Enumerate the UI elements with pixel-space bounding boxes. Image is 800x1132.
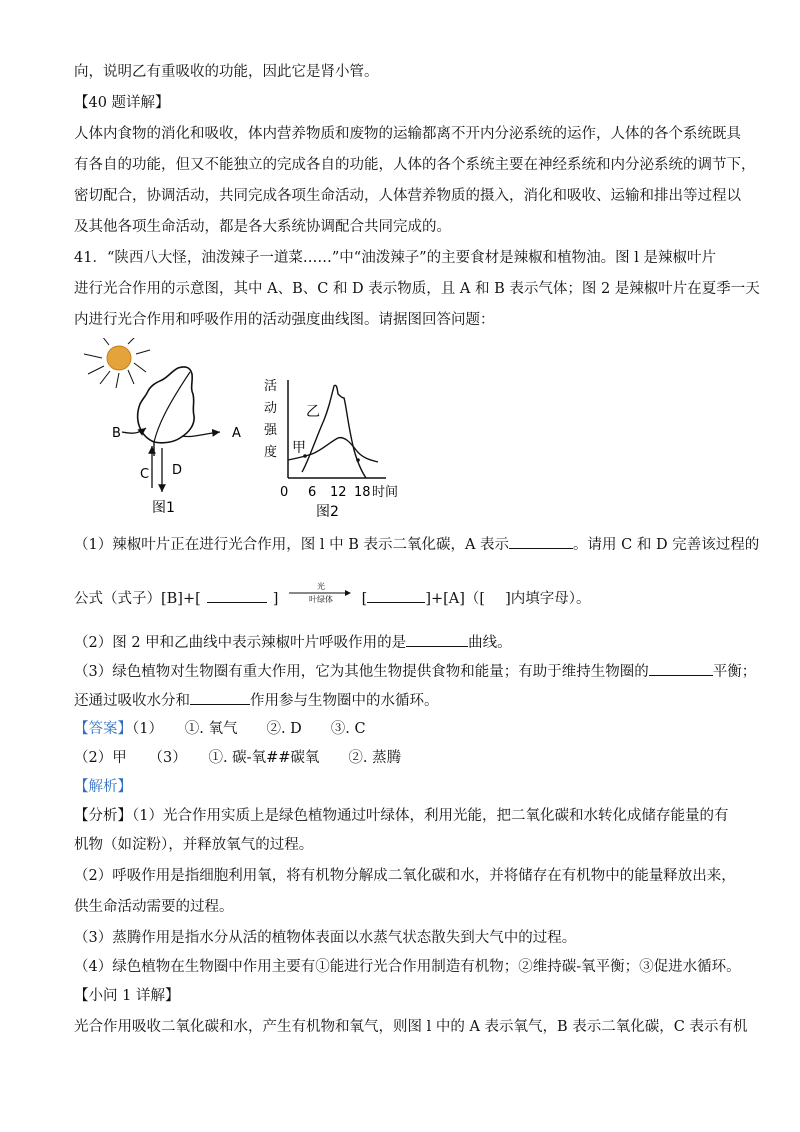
- analysis-line: （2）呼吸作用是指细胞利用氧，将有机物分解成二氧化碳和水，并将储存在有机物中的能量释放出来，: [74, 868, 736, 884]
- question-2-text: （2）图 2 甲和乙曲线中表示辣椒叶片呼吸作用的是: [74, 635, 407, 651]
- answer-blank: [207, 588, 267, 603]
- question-3-text-4: 作用参与生物圈中的水循环。: [250, 693, 439, 709]
- y-label-char: 强: [264, 423, 278, 438]
- figure-2-caption: 图2: [316, 504, 339, 520]
- text-line: 密切配合，协调活动，共同完成各项生命活动，人体营养物质的摄入，消化和吸收、运输和排出等过程以: [74, 188, 741, 204]
- answer-blank: [649, 661, 713, 676]
- x-tick-label: 12: [330, 485, 347, 500]
- question-2: [74, 632, 512, 653]
- answer-tag: 【答案】: [74, 721, 132, 737]
- answer-blank: [509, 534, 573, 549]
- formula-tail: ]内填字母）。: [505, 591, 591, 607]
- formula-lead: 公式（式子）[B]+[: [74, 591, 201, 607]
- answer-row-2: （2）甲 （3） ①. 碳-氧##碳氧 ②. 蒸腾: [74, 750, 402, 766]
- figure-1-caption: 图1: [152, 500, 175, 516]
- formula-product-open: [: [361, 591, 368, 607]
- analysis-line: （3）蒸腾作用是指水分从活的植物体表面以水蒸气状态散失到大气中的过程。: [74, 930, 577, 946]
- question-1-text-2: 。请用 C 和 D 完善该过程的: [573, 537, 760, 553]
- curve-label-jia: 甲: [292, 440, 306, 456]
- analysis-line: （4）绿色植物在生物圈中作用主要有①能进行光合作用制造有机物；②维持碳-氧平衡；③促进水循环。: [74, 959, 741, 975]
- y-label-char: 动: [264, 401, 278, 416]
- arrow-condition-bottom: 叶绿体: [309, 595, 334, 604]
- analysis-line: 供生命活动需要的过程。: [74, 899, 234, 915]
- arrow-condition-top: 光: [317, 582, 326, 591]
- analysis-line: 【分析】（1）光合作用实质上是绿色植物通过叶绿体，利用光能，把二氧化碳和水转化成储存能量的有: [74, 808, 729, 824]
- answer-row-1: [74, 719, 366, 739]
- x-tick-label: 6: [308, 485, 317, 500]
- analysis-line: 机物（如淀粉），并释放氧气的过程。: [74, 837, 314, 853]
- question-3-text: （3）绿色植物对生物圈有重大作用，它为其他生物提供食物和能量；有助于维持生物圈的: [74, 664, 649, 680]
- text-line: 内进行光合作用和呼吸作用的活动强度曲线图。请据图回答问题：: [74, 312, 495, 328]
- question-3: [74, 661, 756, 682]
- formula-close-bracket: ]: [272, 591, 279, 607]
- analysis-line: 光合作用吸收二氧化碳和水，产生有机物和氧气，则图 l 中的 A 表示氧气，B 表示二氧化碳，C 表示有机: [74, 1019, 748, 1035]
- reaction-arrow-icon: [287, 582, 353, 604]
- label-b: B: [112, 426, 121, 441]
- formula-product-close: ]+[A]（[: [425, 591, 486, 607]
- x-axis-label: 时间: [372, 485, 399, 500]
- text-line: 有各自的功能，但又不能独立的完成各自的功能，人体的各个系统主要在神经系统和内分泌系统的调节下，: [74, 157, 756, 173]
- text-line: 人体内食物的消化和吸收，体内营养物质和废物的运输都离不开内分泌系统的运作，人体的各个系统既具: [74, 126, 741, 142]
- question-41-stem: 41．“陕西八大怪，油泼辣子一道菜……”中“油泼辣子”的主要食材是辣椒和植物油。图 l 是辣椒叶片: [74, 250, 716, 266]
- label-c: C: [140, 467, 150, 482]
- section-heading: 【40 题详解】: [74, 95, 170, 111]
- question-1-text: （1）辣椒叶片正在进行光合作用，图 l 中 B 表示二氧化碳，A 表示: [74, 537, 510, 553]
- x-tick-label: 0: [280, 485, 289, 500]
- sub-question-heading: 【小问 1 详解】: [74, 988, 180, 1004]
- curve-yi: [302, 385, 366, 478]
- text-line: 向，说明乙有重吸收的功能，因此它是肾小管。: [74, 64, 379, 80]
- answer-blank: [367, 588, 425, 603]
- x-tick-label: 18: [354, 485, 371, 500]
- text-line: 进行光合作用的示意图，其中 A、B、C 和 D 表示物质，且 A 和 B 表示气体；图 2 是辣椒叶片在夏季一天: [74, 281, 760, 297]
- figure-2-activity-chart: [258, 374, 418, 520]
- label-d: D: [172, 463, 183, 478]
- text-line: 及其他各项生命活动，都是各大系统协调配合共同完成的。: [74, 219, 451, 235]
- question-2-text-2: 曲线。: [468, 635, 512, 651]
- answer-text: （1） ①. 氧气 ②. D ③. C: [132, 721, 366, 737]
- question-3-cont: [74, 690, 439, 711]
- label-a: A: [232, 426, 241, 441]
- figure-1-leaf-diagram: [80, 338, 250, 520]
- y-label-char: 度: [264, 445, 278, 460]
- formula-line: [74, 582, 591, 609]
- analysis-tag: 【解析】: [74, 779, 132, 795]
- reaction-arrow: [287, 582, 353, 608]
- question-3-text-3: 还通过吸收水分和: [74, 693, 190, 709]
- y-label-char: 活: [264, 379, 278, 394]
- curve-label-yi: 乙: [306, 404, 320, 420]
- sun-icon: [84, 338, 150, 388]
- answer-blank: [406, 632, 468, 647]
- question-3-text-2: 平衡；: [712, 664, 757, 680]
- question-1: [74, 534, 759, 555]
- answer-blank: [190, 690, 250, 705]
